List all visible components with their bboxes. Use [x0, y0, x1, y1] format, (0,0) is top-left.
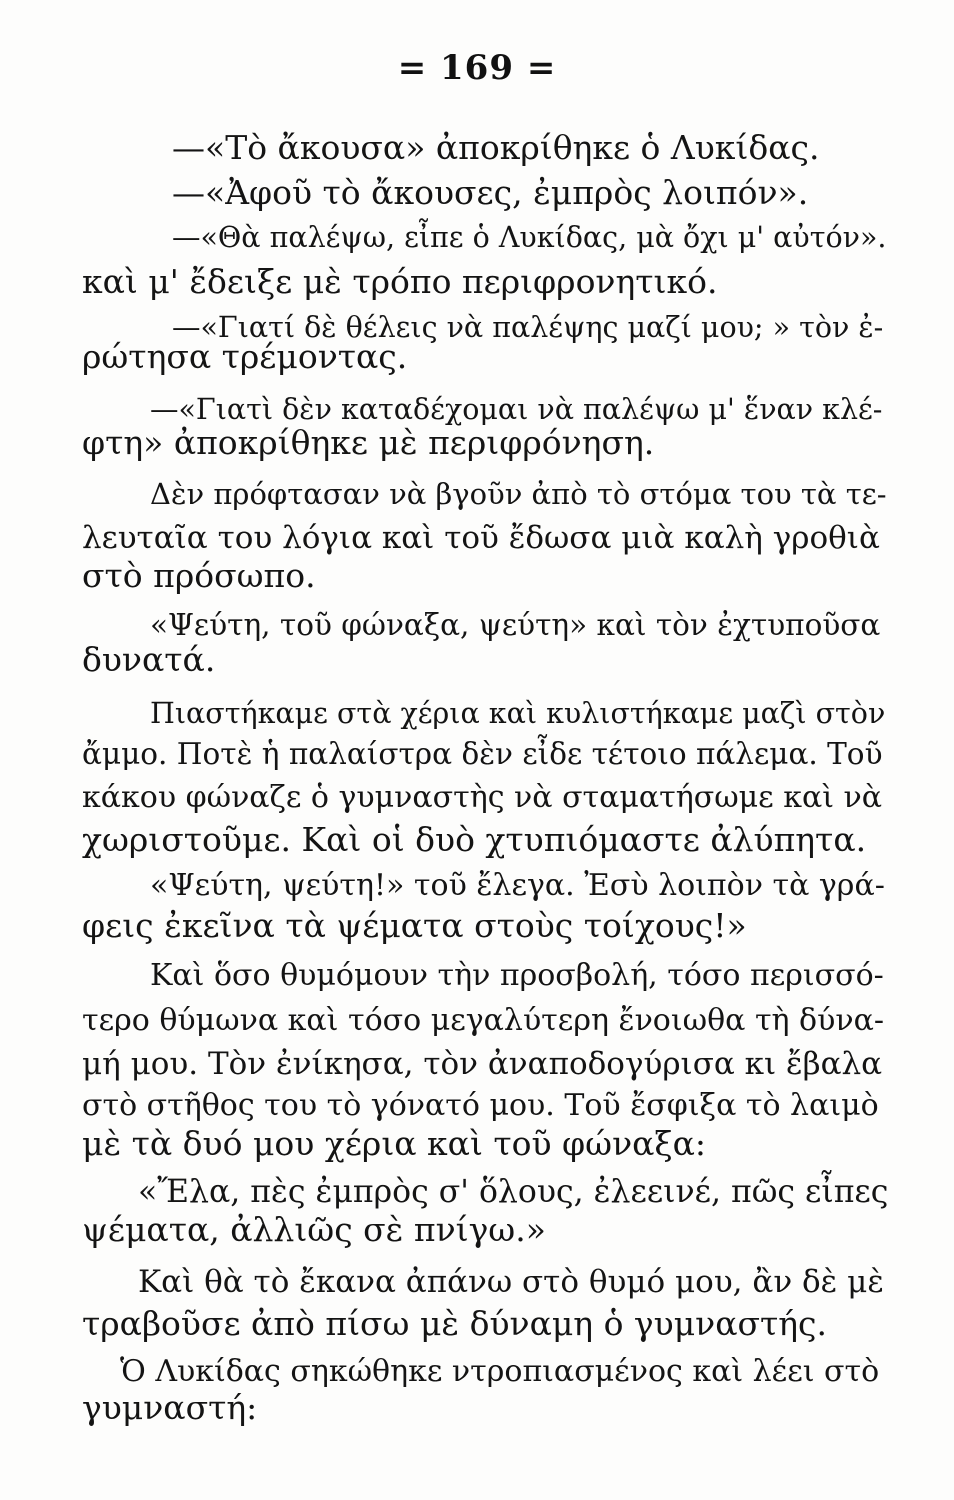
text-line: —«Ἀφοῦ τὸ ἄκουσες, ἐμπρὸς λοιπόν».	[172, 173, 809, 212]
text-line: ἄμμο. Ποτὲ ἡ παλαίστρα δὲν εἶδε τέτοιο πάλεμα. Τοῦ	[82, 737, 883, 771]
text-line: φεις ἐκεῖνα τὰ ψέματα στοὺς τοίχους!»	[82, 906, 747, 945]
text-line: «Ἔλα, πὲς ἐμπρὸς σ' ὅλους, ἐλεεινέ, πῶς εἶπες	[138, 1174, 889, 1210]
text-line: —«Γιατὶ δὲν καταδέχομαι νὰ παλέψω μ' ἕναν κλέ-	[150, 393, 883, 426]
text-line: στὸ στῆθος του τὸ γόνατό μου. Τοῦ ἔσφιξα τὸ λαιμὸ	[82, 1088, 879, 1123]
text-line: τερο θύμωνα καὶ τόσο μεγαλύτερη ἔνοιωθα τὴ δύνα-	[82, 1003, 884, 1038]
text-line: Καὶ ὅσο θυμόμουν τὴν προσβολή, τόσο περισσό-	[150, 958, 884, 993]
text-line: λευταῖα του λόγια καὶ τοῦ ἔδωσα μιὰ καλὴ γροθιὰ	[82, 520, 880, 556]
text-line: μή μου. Τὸν ἐνίκησα, τὸν ἀναποδογύρισα κι ἔβαλα	[82, 1046, 883, 1082]
text-line: δυνατά.	[82, 640, 216, 679]
text-line: Δὲν πρόφτασαν νὰ βγοῦν ἀπὸ τὸ στόμα του τὰ τε-	[150, 477, 887, 511]
text-line: «Ψεύτη, ψεύτη!» τοῦ ἔλεγα. Ἐσὺ λοιπὸν τὰ γρά-	[150, 868, 885, 903]
text-line: κάκου φώναζε ὁ γυμναστὴς νὰ σταματήσωμε καὶ νὰ	[82, 780, 883, 815]
text-line: χωριστοῦμε. Καὶ οἱ δυὸ χτυπιόμαστε ἀλύπητα.	[82, 820, 867, 859]
text-line: γυμναστή:	[82, 1388, 258, 1427]
text-line: καὶ μ' ἔδειξε μὲ τρόπο περιφρονητικό.	[82, 262, 718, 301]
text-line: ρώτησα τρέμοντας.	[82, 337, 408, 376]
text-line: Καὶ θὰ τὸ ἔκανα ἀπάνω στὸ θυμό μου, ἂν δὲ μὲ	[138, 1264, 884, 1300]
text-line: Πιαστήκαμε στὰ χέρια καὶ κυλιστήκαμε μαζὶ στὸν	[150, 697, 886, 730]
text-line: «Ψεύτη, τοῦ φώναξα, ψεύτη» καὶ τὸν ἐχτυποῦσα	[150, 608, 881, 642]
text-line: —«Θὰ παλέψω, εἶπε ὁ Λυκίδας, μὰ ὄχι μ' αὐτόν».	[172, 221, 887, 254]
text-line: ψέματα, ἀλλιῶς σὲ πνίγω.»	[82, 1210, 546, 1249]
text-line: στὸ πρόσωπο.	[82, 556, 316, 595]
page-number: = 169 =	[397, 48, 557, 88]
text-line: μὲ τὰ δυό μου χέρια καὶ τοῦ φώναξα:	[82, 1124, 706, 1163]
text-line: —«Γιατί δὲ θέλεις νὰ παλέψης μαζί μου; » τὸν ἐ-	[172, 311, 884, 344]
text-line: Ὁ Λυκίδας σηκώθηκε ντροπιασμένος καὶ λέει στὸ	[120, 1354, 880, 1389]
text-line: —«Τὸ ἄκουσα» ἀποκρίθηκε ὁ Λυκίδας.	[172, 128, 820, 167]
text-line: φτη» ἀποκρίθηκε μὲ περιφρόνηση.	[82, 423, 655, 462]
text-line: τραβοῦσε ἀπὸ πίσω μὲ δύναμη ὁ γυμναστής.	[82, 1304, 828, 1343]
